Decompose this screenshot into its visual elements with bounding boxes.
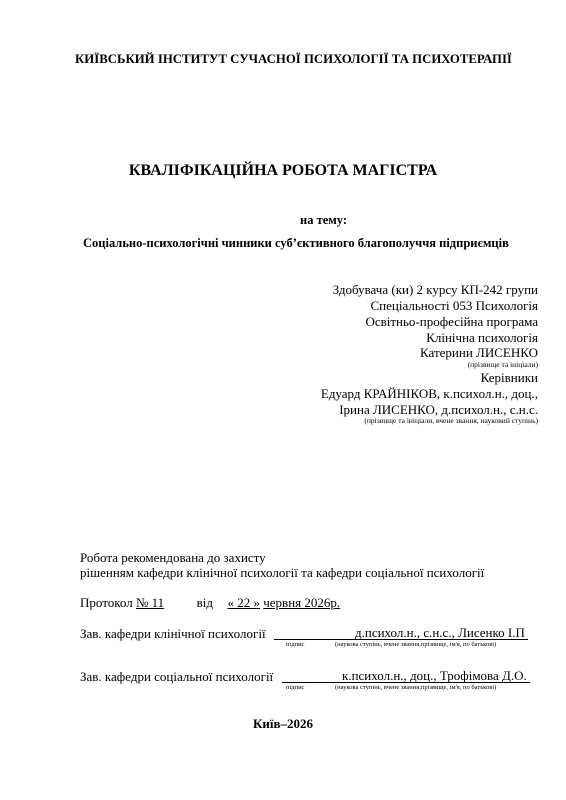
- author-program: Освітньо-професійна програма: [365, 314, 538, 329]
- place-year: Київ–2026: [252, 716, 314, 731]
- head1-label: Зав. кафедри клінічної психології: [80, 626, 266, 641]
- institute-name: КИЇВСЬКИЙ ІНСТИТУТ СУЧАСНОЇ ПСИХОЛОГІЇ ТА ПСИХОТЕРАПІЇ: [75, 52, 512, 66]
- thesis-topic: Соціально-психологічні чинники суб’єктивного благополуччя підприємців: [83, 236, 509, 250]
- author-course-group: Здобувача (ки) 2 курсу КП-242 групи: [332, 282, 538, 297]
- head2-sign-caption: підпис: [286, 684, 305, 691]
- head1-sign-caption: підпис: [286, 641, 305, 648]
- protocol-line: [80, 595, 340, 611]
- head2-info-caption: (наукова ступінь, вчене звання,прізвище, ім'я, по батькові): [335, 684, 497, 691]
- head1-value: д.психол.н., с.н.с., Лисенко І.П: [355, 625, 525, 640]
- thesis-title: КВАЛІФІКАЦІЙНА РОБОТА МАГІСТРА: [128, 162, 438, 179]
- author-name-caption: (прізвище та ініціали): [467, 360, 538, 369]
- head2-label: Зав. кафедри соціальної психології: [80, 669, 274, 684]
- protocol-month-year: червня 2026р.: [263, 595, 341, 610]
- head2-value: к.психол.н., доц., Трофімова Д.О.: [342, 668, 527, 683]
- supervisors-caption: (прізвище та ініціали, вчене звання, науковий ступінь): [364, 416, 538, 425]
- protocol-from: від: [196, 595, 213, 610]
- protocol-number: № 11: [135, 595, 165, 610]
- supervisor-2: Ірина ЛИСЕНКО, д.психол.н., с.н.с.: [339, 402, 538, 417]
- protocol-label: Протокол: [80, 595, 136, 610]
- recommendation-line-2: рішенням кафедри клінічної психології та кафедри соціальної психології: [80, 565, 485, 580]
- head1-info-caption: (наукова ступінь, вчене звання,прізвище, ім'я, по батькові): [335, 641, 497, 648]
- author-name: Катерини ЛИСЕНКО: [420, 345, 538, 360]
- protocol-day: « 22 »: [227, 595, 260, 610]
- author-program-name: Клінічна психологія: [426, 330, 538, 345]
- supervisor-1: Едуард КРАЙНІКОВ, к.психол.н., доц.,: [320, 386, 538, 401]
- recommendation-line-1: Робота рекомендована до захисту: [80, 550, 266, 565]
- supervisors-label: Керівники: [480, 370, 538, 385]
- author-specialty: Спеціальності 053 Психологія: [370, 298, 538, 313]
- topic-label: на тему:: [300, 213, 348, 227]
